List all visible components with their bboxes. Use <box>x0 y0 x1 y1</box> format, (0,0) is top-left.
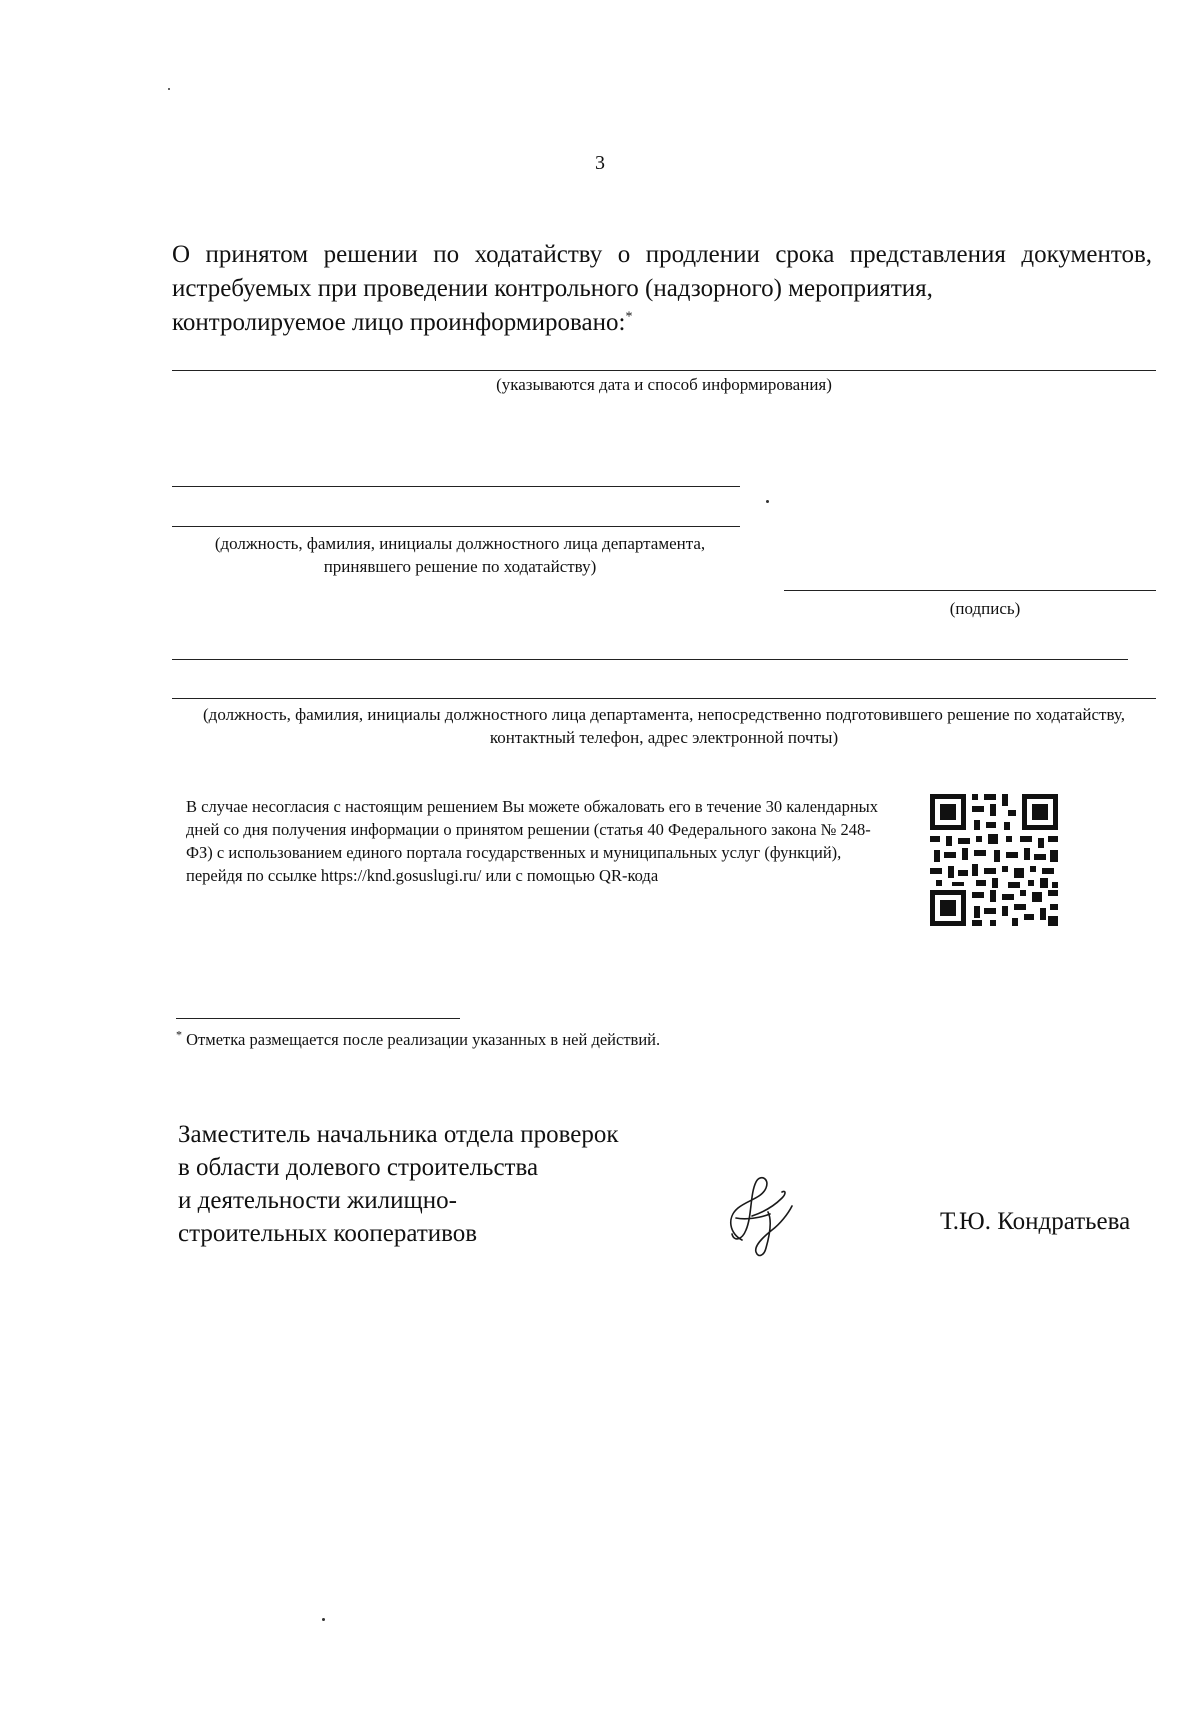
official-decided-line-1 <box>172 486 740 487</box>
official-prepared-line-2 <box>172 698 1156 699</box>
handwritten-signature <box>712 1168 808 1264</box>
intro-text-last: контролируемое лицо проинформировано: <box>172 309 626 336</box>
date-method-caption: (указываются дата и способ информирования) <box>496 375 832 394</box>
signer-position-line: Заместитель начальника отдела проверок <box>178 1121 619 1148</box>
stray-mark <box>168 88 170 90</box>
stray-mark <box>766 500 769 503</box>
date-method-line <box>172 370 1156 371</box>
signature-caption: (подпись) <box>949 599 1021 618</box>
intro-paragraph <box>172 238 1152 340</box>
appeal-notice: В случае несогласия с настоящим решением Вы можете обжаловать его в течение 30 календарных дней со дня получения информации о принятом решении (статья 40 Федерального закона № 248-ФЗ) с использованием единого портала государственных и муниципальных услуг (функций), перейдя по ссылке https://knd.gosuslugi.ru/ или с помощью QR-кода <box>186 797 878 885</box>
qr-code-icon <box>928 790 1060 930</box>
signer-position-line: и деятельности жилищно- <box>178 1187 457 1214</box>
signature-line <box>784 590 1156 591</box>
official-decided-line-2 <box>172 526 740 527</box>
page-number: 3 <box>595 152 605 174</box>
signer-position-line: в области долевого строительства <box>178 1154 539 1181</box>
footnote <box>176 1027 661 1050</box>
intro-asterisk: * <box>625 309 633 325</box>
signer-position <box>178 1118 698 1250</box>
official-prepared-line-1 <box>172 659 1128 660</box>
signer-position-line: строительных кооперативов <box>178 1220 478 1247</box>
official-decided-caption: (должность, фамилия, инициалы должностного лица департамента, принявшего решение по ходатайству) <box>214 534 706 576</box>
official-prepared-caption: (должность, фамилия, инициалы должностного лица департамента, непосредственно подготовившего решение по ходатайству, контактный телефон, адрес электронной почты) <box>203 705 1125 747</box>
footnote-text: Отметка размещается после реализации указанных в ней действий. <box>186 1030 661 1049</box>
footnote-separator <box>176 1018 460 1019</box>
stray-mark <box>322 1618 325 1621</box>
signer-name: Т.Ю. Кондратьева <box>940 1208 1131 1235</box>
footnote-star: * <box>176 1027 182 1042</box>
intro-text: О принятом решении по ходатайству о продлении срока представления документов, истребуемых при проведении контрольного (надзорного) мероприятия, <box>172 241 1152 302</box>
